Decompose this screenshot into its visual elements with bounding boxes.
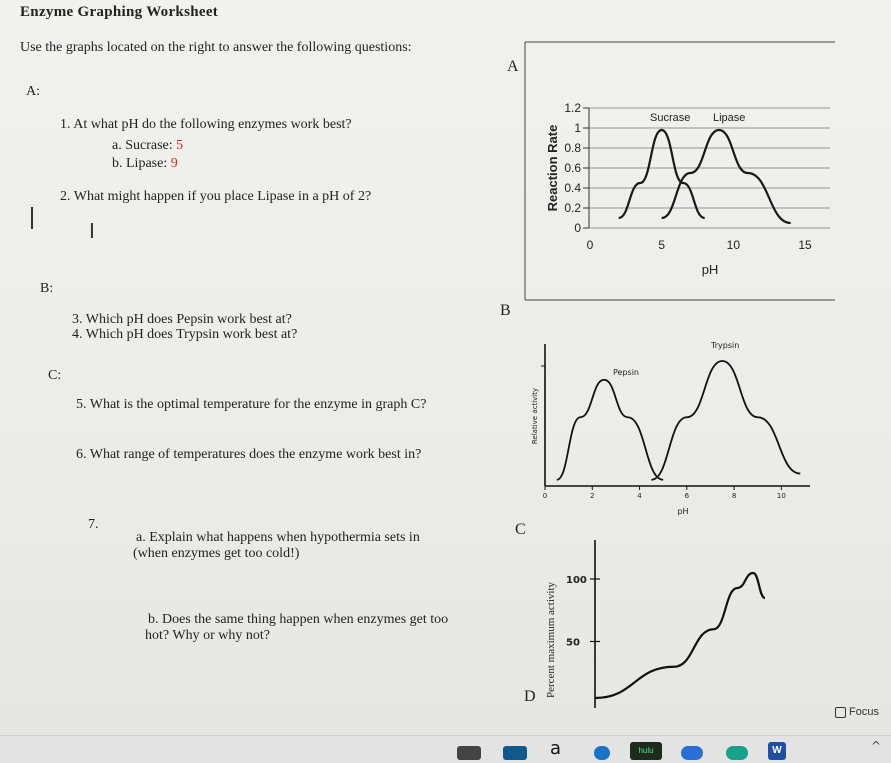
graph-a-xtick-label: 15 [798,238,812,252]
graph-b-xtick-label: 4 [637,492,642,500]
q1a-label: a. Sucrase: [112,138,173,153]
graph-a-ytick-label: 1 [574,121,581,135]
app-icon-1[interactable] [457,746,481,760]
question-3: 3. Which pH does Pepsin work best at? [72,312,292,327]
question-7b-line2: hot? Why or why not? [145,628,270,643]
graph-a-legend-sucrase: Sucrase [650,112,691,124]
graph-a-xtick-label: 10 [726,238,741,252]
graph-b-label-trypsin: Trypsin [711,341,740,350]
graph-a-legend-lipase: Lipase [713,112,746,124]
graph-b-xtick-label: 8 [731,492,737,500]
graph-b-label-pepsin: Pepsin [613,368,639,377]
graph-a-label: A [507,58,519,75]
word-icon[interactable]: W [768,742,786,760]
graph-a-ytick-label: 0.8 [564,141,581,155]
q1a [112,138,183,154]
graph-a-ytick-label: 0.4 [564,181,581,195]
instructions: Use the graphs located on the right to answer the following questions: [20,40,412,55]
q1b-label: b. Lipase: [112,156,168,171]
graph-b-xtick-label: 0 [542,492,548,500]
focus-icon [835,707,846,718]
section-c-label: C: [48,368,62,383]
chevron-up-icon[interactable]: ^ [870,739,881,753]
focus-label: Focus [849,706,879,718]
graph-a-series-sucrase [619,130,705,218]
taskbar [0,735,891,763]
graph-a-ytick-label: 0.6 [564,161,581,175]
graph-a-xtick-label: 5 [658,238,666,252]
graph-b-xtick-label: 6 [684,492,690,500]
worksheet-title: Enzyme Graphing Worksheet [20,4,219,20]
graph-c-chart [540,530,810,710]
section-a-label: A: [26,84,40,99]
graph-b-label: B [500,302,511,319]
font-icon[interactable]: a [550,738,562,759]
section-b-label: B: [40,281,54,296]
question-7a-line2: (when enzymes get too cold!) [133,546,300,561]
question-7a-line1: a. Explain what happens when hypothermia sets in [136,530,420,545]
graph-b-ylabel: Relative activity [531,387,539,445]
graph-a-series-lipase [662,130,791,223]
question-7: 7. [88,517,99,532]
q1a-answer[interactable]: 5 [176,138,184,153]
graph-a-xlabel: pH [701,262,719,277]
graph-c-ylabel: Percent maximum activity [545,581,557,699]
graph-b-xtick-label: 10 [776,492,786,500]
graph-b-series-pepsin [557,380,663,480]
question-7b-line1: b. Does the same thing happen when enzymes get too [148,612,449,627]
text-cursor [31,207,33,229]
graph-c-series [595,573,765,698]
graph-b-chart [505,336,815,520]
graph-a-ylabel: Reaction Rate [545,124,560,212]
question-2: 2. What might happen if you place Lipase in a pH of 2? [60,189,372,204]
app-icon-4[interactable] [681,746,703,760]
question-1: 1. At what pH do the following enzymes work best? [60,117,352,132]
q1b [112,156,178,172]
graph-a-ytick-label: 0.2 [564,201,581,215]
q1b-answer[interactable]: 9 [170,156,178,171]
graph-b-series-trypsin [651,361,800,480]
graph-a-xtick-label: 0 [586,238,594,252]
graph-a-chart [465,40,835,302]
app-icon-3[interactable] [594,746,610,760]
graph-d-label: D [524,688,536,705]
graph-a-ytick-label: 1.2 [564,101,581,115]
graph-b-xlabel: pH [677,507,689,516]
focus-button[interactable] [835,706,879,718]
question-6: 6. What range of temperatures does the enzyme work best in? [76,447,422,462]
graph-c-ytick-label: 100 [566,575,587,586]
graph-c-ytick-label: 50 [566,637,580,649]
graph-b-xtick-label: 2 [590,492,595,500]
hulu-icon[interactable]: hulu [630,742,662,760]
ibeam-cursor-icon: I [89,219,95,243]
question-4: 4. Which pH does Trypsin work best at? [72,327,298,342]
graph-a-ytick-label: 0 [574,221,581,235]
question-5: 5. What is the optimal temperature for the enzyme in graph C? [76,397,427,412]
app-icon-5[interactable] [726,746,748,760]
graph-c-label: C [515,521,526,538]
app-icon-2[interactable] [503,746,527,760]
